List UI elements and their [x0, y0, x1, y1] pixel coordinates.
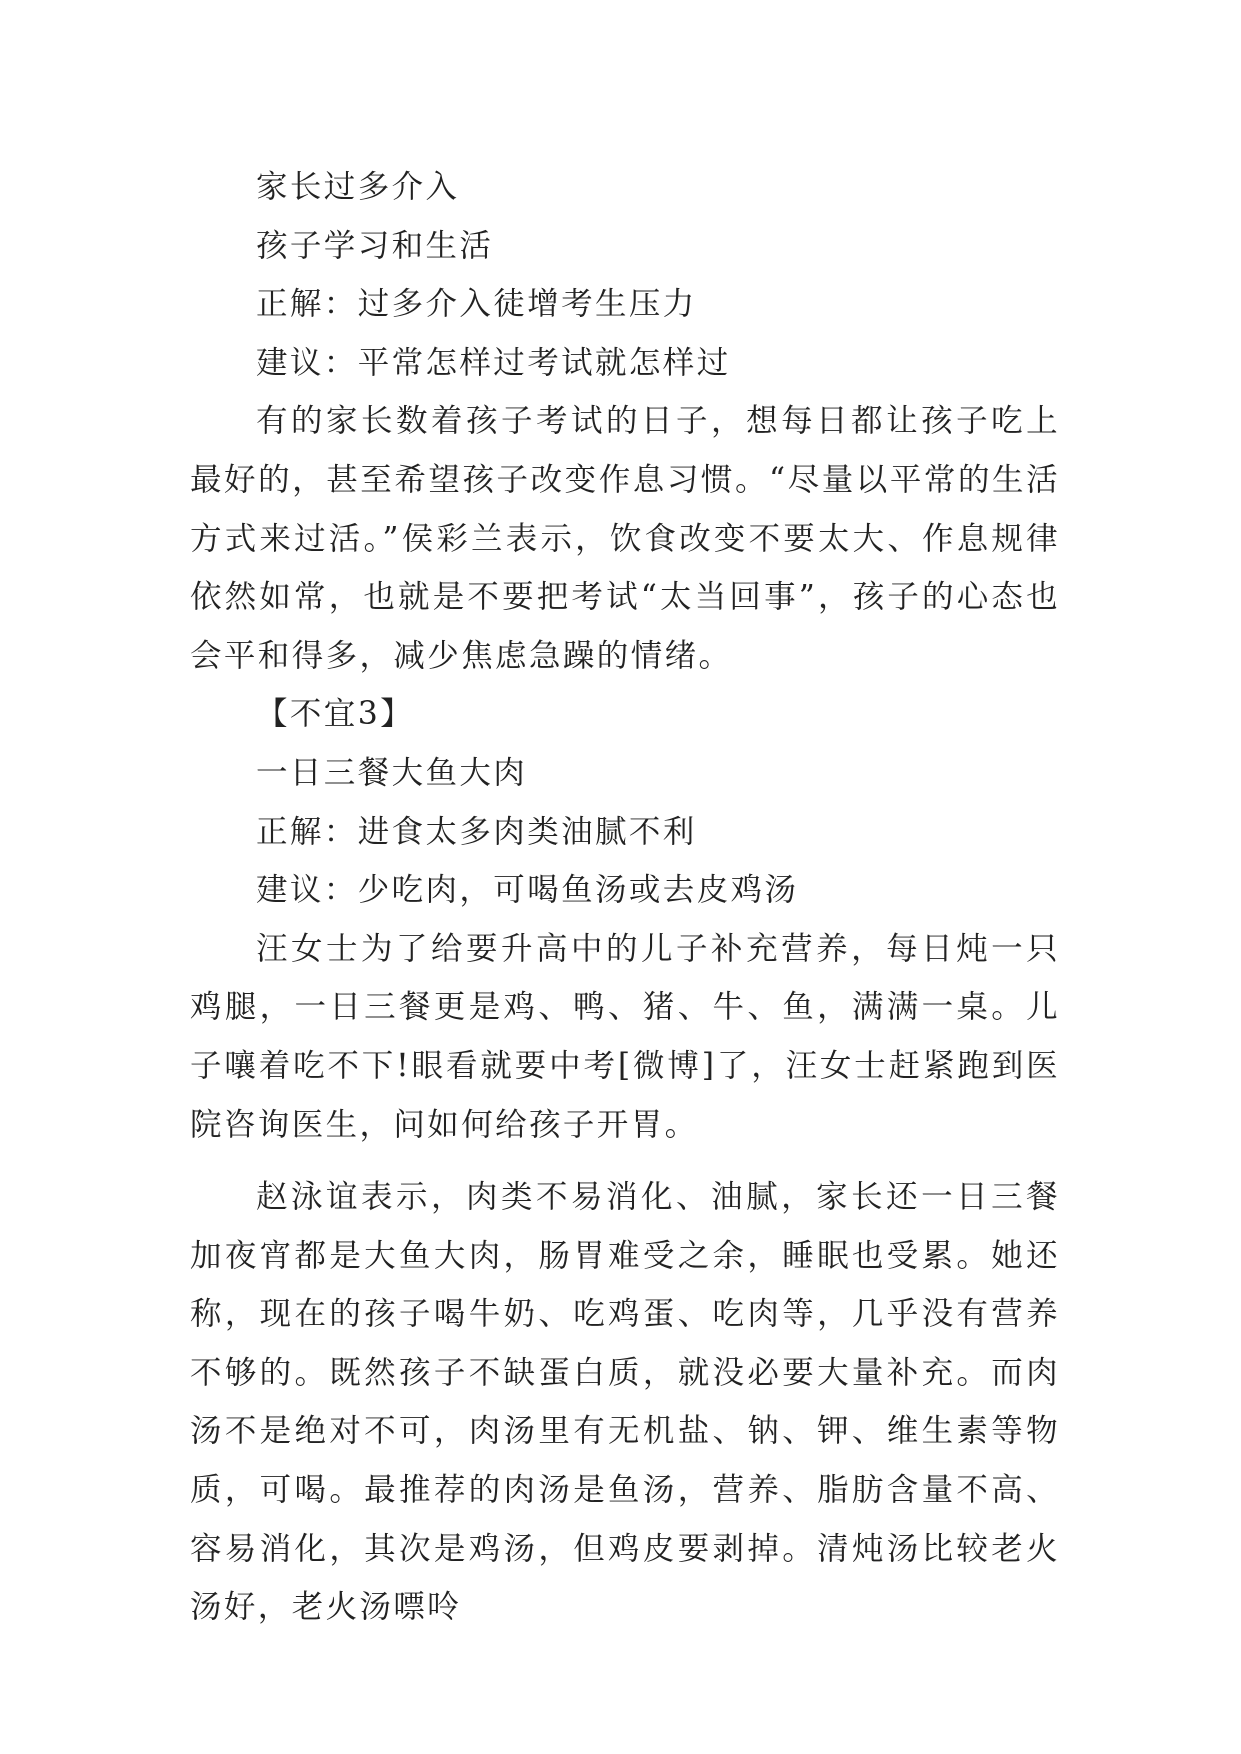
paragraph-body-1: 有的家长数着孩子考试的日子，想每日都让孩子吃上最好的，甚至希望孩子改变作息习惯。“尽量以平常的生活方式来过活。”侯彩兰表示，饮食改变不要太大、作息规律依然如常，也就是不要把考试“太当回事”，孩子的心态也会平和得多，减少焦虑急躁的情绪。 — [190, 403, 1060, 674]
paragraph-explanation-1: 正解：过多介入徒增考生压力 — [256, 286, 697, 323]
paragraph-three-meals: 一日三餐大鱼大肉 — [256, 754, 528, 791]
paragraph-study-and-life: 孩子学习和生活 — [256, 227, 494, 264]
paragraph-parent-intervention: 家长过多介入 — [256, 169, 460, 205]
paragraph-explanation-2: 正解：进食太多肉类油腻不利 — [256, 813, 697, 850]
document-body — [190, 158, 1060, 1637]
paragraph-suggestion-1: 建议：平常怎样过考试就怎样过 — [256, 344, 731, 381]
paragraph-body-2: 汪女士为了给要升高中的儿子补充营养，每日炖一只鸡腿，一日三餐更是鸡、鸭、猪、牛、鱼，满满一桌。儿子嚷着吃不下!眼看就要中考[微博]了，汪女士赶紧跑到医院咨询医生，问如何给孩子开胃。 — [190, 930, 1060, 1143]
paragraph-body-3: 赵泳谊表示，肉类不易消化、油腻，家长还一日三餐加夜宵都是大鱼大肉，肠胃难受之余，睡眠也受累。她还称，现在的孩子喝牛奶、吃鸡蛋、吃肉等，几乎没有营养不够的。既然孩子不缺蛋白质，就没必要大量补充。而肉汤不是绝对不可，肉汤里有无机盐、钠、钾、维生素等物质，可喝。最推荐的肉汤是鱼汤，营养、脂肪含量不高、容易消化，其次是鸡汤，但鸡皮要剥掉。清炖汤比较老火汤好，老火汤嘌呤 — [190, 1179, 1060, 1626]
paragraph-heading-3: 【不宜3】 — [256, 696, 415, 733]
paragraph-suggestion-2: 建议：少吃肉，可喝鱼汤或去皮鸡汤 — [256, 872, 799, 909]
